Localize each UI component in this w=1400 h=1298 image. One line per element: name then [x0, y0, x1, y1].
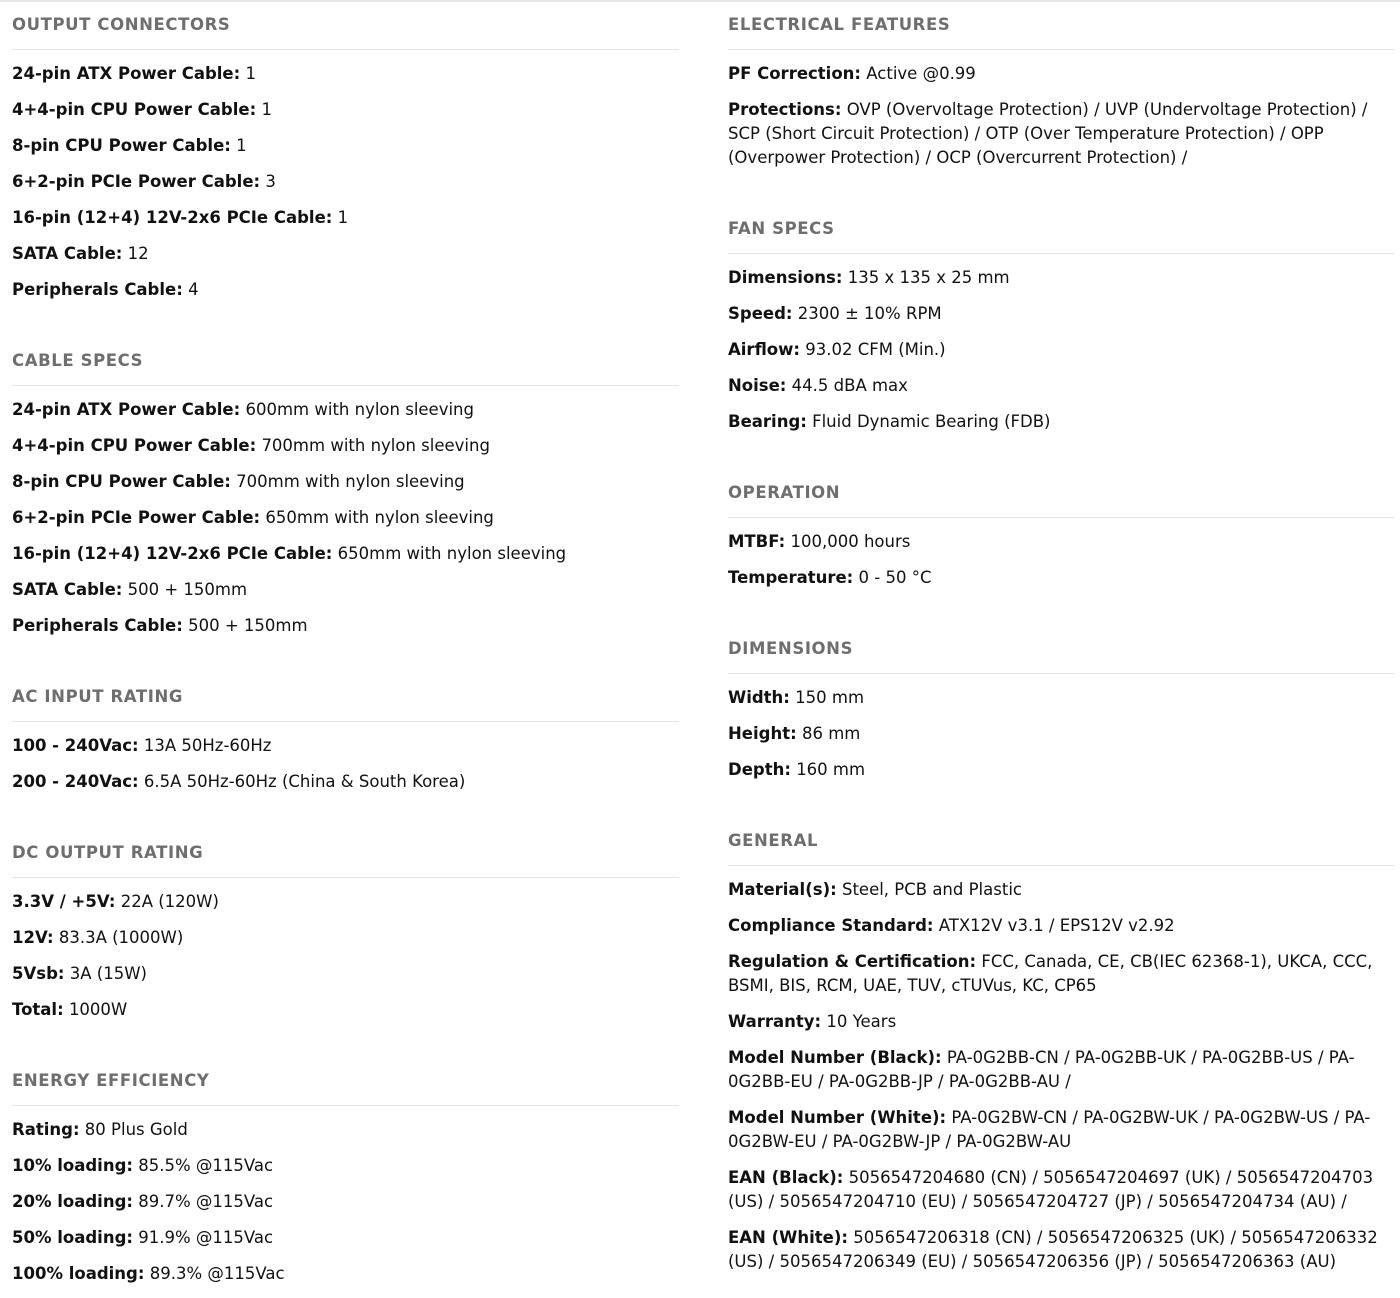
spec-row [12, 734, 679, 758]
spec-value: 86 mm [801, 724, 861, 743]
spec-column-right [728, 0, 1394, 1286]
spec-row [12, 1226, 679, 1250]
spec-value: 700mm with nylon sleeving [236, 472, 465, 491]
spec-row [12, 206, 679, 230]
spec-row [728, 530, 1394, 554]
spec-value: 150 mm [795, 688, 865, 707]
section-electrical-features [728, 0, 1394, 170]
spec-list [728, 674, 1394, 782]
spec-row [728, 686, 1394, 710]
spec-label: Model Number (Black): [728, 1048, 942, 1067]
spec-value: 6.5A 50Hz-60Hz (China & South Korea) [143, 772, 466, 791]
spec-value: 650mm with nylon sleeving [337, 544, 567, 563]
section-energy-efficiency [12, 1056, 679, 1286]
spec-row [728, 758, 1394, 782]
spec-value: 80 Plus Gold [84, 1120, 188, 1139]
section-title: ELECTRICAL FEATURES [728, 0, 1394, 50]
spec-label: Peripherals Cable: [12, 280, 183, 299]
spec-row [12, 770, 679, 794]
spec-row [12, 890, 679, 914]
spec-row [12, 962, 679, 986]
spec-row [728, 62, 1394, 86]
spec-list [12, 878, 679, 1022]
spec-row [728, 1046, 1394, 1094]
section-title: GENERAL [728, 816, 1394, 866]
spec-value: 500 + 150mm [188, 616, 308, 635]
spec-row [12, 998, 679, 1022]
spec-row [728, 566, 1394, 590]
spec-value: 12 [127, 244, 149, 263]
spec-label: 24-pin ATX Power Cable: [12, 400, 241, 419]
spec-label: 8-pin CPU Power Cable: [12, 472, 231, 491]
spec-list [12, 722, 679, 794]
section-title: OUTPUT CONNECTORS [12, 0, 679, 50]
spec-label: 50% loading: [12, 1228, 133, 1247]
spec-row [12, 1262, 679, 1286]
spec-row [728, 302, 1394, 326]
section-dimensions [728, 624, 1394, 782]
spec-row [728, 878, 1394, 902]
spec-value: 2300 ± 10% RPM [797, 304, 942, 323]
spec-value: 1 [261, 100, 272, 119]
spec-label: Peripherals Cable: [12, 616, 183, 635]
section-dc-output-rating [12, 828, 679, 1022]
spec-label: Bearing: [728, 412, 807, 431]
spec-label: Noise: [728, 376, 787, 395]
spec-label: 200 - 240Vac: [12, 772, 139, 791]
spec-row [728, 374, 1394, 398]
spec-list [728, 50, 1394, 170]
spec-value: Steel, PCB and Plastic [841, 880, 1022, 899]
spec-row [12, 278, 679, 302]
section-title: CABLE SPECS [12, 336, 679, 386]
spec-value: 1000W [68, 1000, 128, 1019]
spec-value: Fluid Dynamic Bearing (FDB) [812, 412, 1051, 431]
spec-label: MTBF: [728, 532, 786, 551]
spec-value: 1 [236, 136, 247, 155]
spec-row [728, 410, 1394, 434]
spec-label: EAN (Black): [728, 1168, 844, 1187]
spec-label: 100 - 240Vac: [12, 736, 139, 755]
spec-row [12, 926, 679, 950]
section-title: DIMENSIONS [728, 624, 1394, 674]
spec-row [12, 134, 679, 158]
spec-label: Depth: [728, 760, 791, 779]
spec-label: Protections: [728, 100, 842, 119]
spec-row [12, 614, 679, 638]
spec-list [728, 518, 1394, 590]
spec-label: Total: [12, 1000, 64, 1019]
spec-value: FCC, Canada, CE, CB(IEC 62368-1), UKCA, CCC, BSMI, BIS, RCM, UAE, TUV, cTUVus, KC, CP65 [728, 952, 1373, 995]
spec-label: SATA Cable: [12, 244, 123, 263]
spec-value: ATX12V v3.1 / EPS12V v2.92 [938, 916, 1175, 935]
spec-label: Height: [728, 724, 797, 743]
spec-value: 89.7% @115Vac [138, 1192, 274, 1211]
spec-row [12, 470, 679, 494]
section-output-connectors [12, 0, 679, 302]
spec-value: Active @0.99 [866, 64, 976, 83]
spec-row [728, 338, 1394, 362]
spec-row [728, 1226, 1394, 1274]
spec-row [728, 1010, 1394, 1034]
spec-label: 16-pin (12+4) 12V-2x6 PCIe Cable: [12, 208, 333, 227]
spec-value: 135 x 135 x 25 mm [847, 268, 1010, 287]
spec-list [12, 50, 679, 302]
spec-row [728, 722, 1394, 746]
spec-row [728, 98, 1394, 170]
spec-value: 1 [245, 64, 256, 83]
section-cable-specs [12, 336, 679, 638]
spec-label: Width: [728, 688, 790, 707]
spec-value: 85.5% @115Vac [138, 1156, 274, 1175]
spec-label: 10% loading: [12, 1156, 133, 1175]
section-title: DC OUTPUT RATING [12, 828, 679, 878]
spec-label: 20% loading: [12, 1192, 133, 1211]
spec-label: Dimensions: [728, 268, 843, 287]
spec-label: PF Correction: [728, 64, 862, 83]
spec-value: 3 [265, 172, 276, 191]
spec-row [12, 62, 679, 86]
spec-value: 3A (15W) [69, 964, 147, 983]
spec-value: 89.3% @115Vac [149, 1264, 285, 1283]
spec-label: Warranty: [728, 1012, 822, 1031]
spec-value: 13A 50Hz-60Hz [143, 736, 272, 755]
spec-label: 16-pin (12+4) 12V-2x6 PCIe Cable: [12, 544, 333, 563]
spec-row [728, 266, 1394, 290]
spec-label: 100% loading: [12, 1264, 145, 1283]
spec-row [12, 542, 679, 566]
spec-value: 83.3A (1000W) [58, 928, 184, 947]
spec-value: 22A (120W) [120, 892, 219, 911]
spec-value: 500 + 150mm [127, 580, 248, 599]
spec-label: EAN (White): [728, 1228, 848, 1247]
spec-label: SATA Cable: [12, 580, 123, 599]
spec-label: Material(s): [728, 880, 837, 899]
spec-column-left [12, 0, 679, 1298]
spec-value: 600mm with nylon sleeving [245, 400, 474, 419]
spec-row [728, 950, 1394, 998]
section-fan-specs [728, 204, 1394, 434]
spec-row [12, 578, 679, 602]
spec-value: PA-0G2BW-CN / PA-0G2BW-UK / PA-0G2BW-US / PA-0G2BW-EU / PA-0G2BW-JP / PA-0G2BW-AU [728, 1108, 1371, 1151]
section-title: OPERATION [728, 468, 1394, 518]
spec-value: 44.5 dBA max [791, 376, 908, 395]
spec-label: 3.3V / +5V: [12, 892, 116, 911]
spec-row [12, 1118, 679, 1142]
spec-label: Regulation & Certification: [728, 952, 977, 971]
spec-value: OVP (Overvoltage Protection) / UVP (Undervoltage Protection) / SCP (Short Circuit Protection) / OTP (Over Temperature Protection) / OPP (Overpower Protection) / OCP (Overcurrent Protection) / [728, 100, 1368, 167]
spec-row [12, 98, 679, 122]
spec-row [728, 1106, 1394, 1154]
spec-value: 93.02 CFM (Min.) [805, 340, 946, 359]
spec-row [12, 242, 679, 266]
spec-label: 4+4-pin CPU Power Cable: [12, 100, 257, 119]
spec-list [728, 254, 1394, 434]
spec-label: 24-pin ATX Power Cable: [12, 64, 241, 83]
spec-label: 5Vsb: [12, 964, 65, 983]
spec-label: 6+2-pin PCIe Power Cable: [12, 172, 261, 191]
section-operation [728, 468, 1394, 590]
spec-value: 100,000 hours [790, 532, 911, 551]
section-general [728, 816, 1394, 1274]
spec-label: 12V: [12, 928, 54, 947]
spec-row [12, 170, 679, 194]
spec-label: Model Number (White): [728, 1108, 947, 1127]
spec-value: 5056547204680 (CN) / 5056547204697 (UK) / 5056547204703 (US) / 5056547204710 (EU) / 5056547204727 (JP) / 5056547204734 (AU) / [728, 1168, 1374, 1211]
spec-value: 0 - 50 °C [858, 568, 932, 587]
spec-label: Compliance Standard: [728, 916, 934, 935]
spec-row [12, 398, 679, 422]
spec-label: 8-pin CPU Power Cable: [12, 136, 231, 155]
spec-row [12, 1190, 679, 1214]
section-title: ENERGY EFFICIENCY [12, 1056, 679, 1106]
spec-value: 700mm with nylon sleeving [261, 436, 490, 455]
spec-list [728, 866, 1394, 1274]
spec-list [12, 1106, 679, 1286]
spec-value: 160 mm [796, 760, 866, 779]
spec-value: 10 Years [826, 1012, 897, 1031]
spec-label: 4+4-pin CPU Power Cable: [12, 436, 257, 455]
spec-value: 5056547206318 (CN) / 5056547206325 (UK) / 5056547206332 (US) / 5056547206349 (EU) / 5056547206356 (JP) / 5056547206363 (AU) [728, 1228, 1378, 1271]
spec-row [728, 914, 1394, 938]
spec-list [12, 386, 679, 638]
spec-label: Rating: [12, 1120, 80, 1139]
spec-label: Speed: [728, 304, 793, 323]
spec-value: PA-0G2BB-CN / PA-0G2BB-UK / PA-0G2BB-US / PA-0G2BB-EU / PA-0G2BB-JP / PA-0G2BB-AU / [728, 1048, 1355, 1091]
section-title: AC INPUT RATING [12, 672, 679, 722]
spec-row [12, 1154, 679, 1178]
spec-label: 6+2-pin PCIe Power Cable: [12, 508, 261, 527]
spec-row [12, 506, 679, 530]
section-ac-input-rating [12, 672, 679, 794]
spec-value: 1 [337, 208, 349, 227]
spec-value: 91.9% @115Vac [138, 1228, 274, 1247]
spec-row [728, 1166, 1394, 1214]
spec-value: 4 [188, 280, 199, 299]
section-title: FAN SPECS [728, 204, 1394, 254]
spec-label: Temperature: [728, 568, 854, 587]
spec-row [12, 434, 679, 458]
spec-label: Airflow: [728, 340, 800, 359]
spec-value: 650mm with nylon sleeving [265, 508, 494, 527]
